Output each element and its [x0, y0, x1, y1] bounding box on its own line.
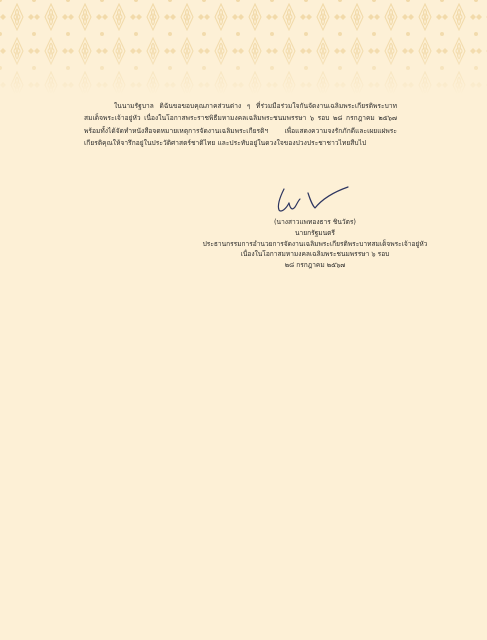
signatory-position: นายกรัฐมนตรี [295, 228, 335, 237]
signatory-name: (นางสาวแพทองธาร ชินวัตร) [273, 218, 356, 226]
signature-date: ๒๘ กรกฎาคม ๒๕๖๗ [284, 261, 346, 270]
letter-paragraph: ในนามรัฐบาล ดิฉันขอขอบคุณภาคส่วนต่าง ๆ ที่ร่วมมือร่วมใจกันจัดงานเฉลิมพระเกียรติพระบาทสมเด็จพระเจ้าอยู่หัว เนื่องในโอกาสพระราชพิธีมหามงคลเฉลิมพระชนมพรรษา ๖ รอบ ๒๘ กรกฎาคม ๒๕๖๗ พร้อมทั้งได้จัดทำหนังสือจดหมายเหตุการจัดงานเฉลิมพระเกียรติฯ เพื่อแสดงความจงรักภักดีและเผยแผ่พระเกียรติคุณให้จารึกอยู่ในประวัติศาสตร์ชาติไทย และประทับอยู่ในดวงใจของปวงประชาชาวไทยสืบไป [84, 102, 397, 148]
signatory-occasion: เนื่องในโอกาสมหามงคลเฉลิมพระชนมพรรษา ๖ รอบ [240, 250, 390, 259]
signature-block [190, 217, 440, 271]
handwritten-signature [270, 183, 356, 217]
signatory-role: ประธานกรรมการอำนวยการจัดงานเฉลิมพระเกียรติพระบาทสมเด็จพระเจ้าอยู่หัว [202, 239, 428, 248]
